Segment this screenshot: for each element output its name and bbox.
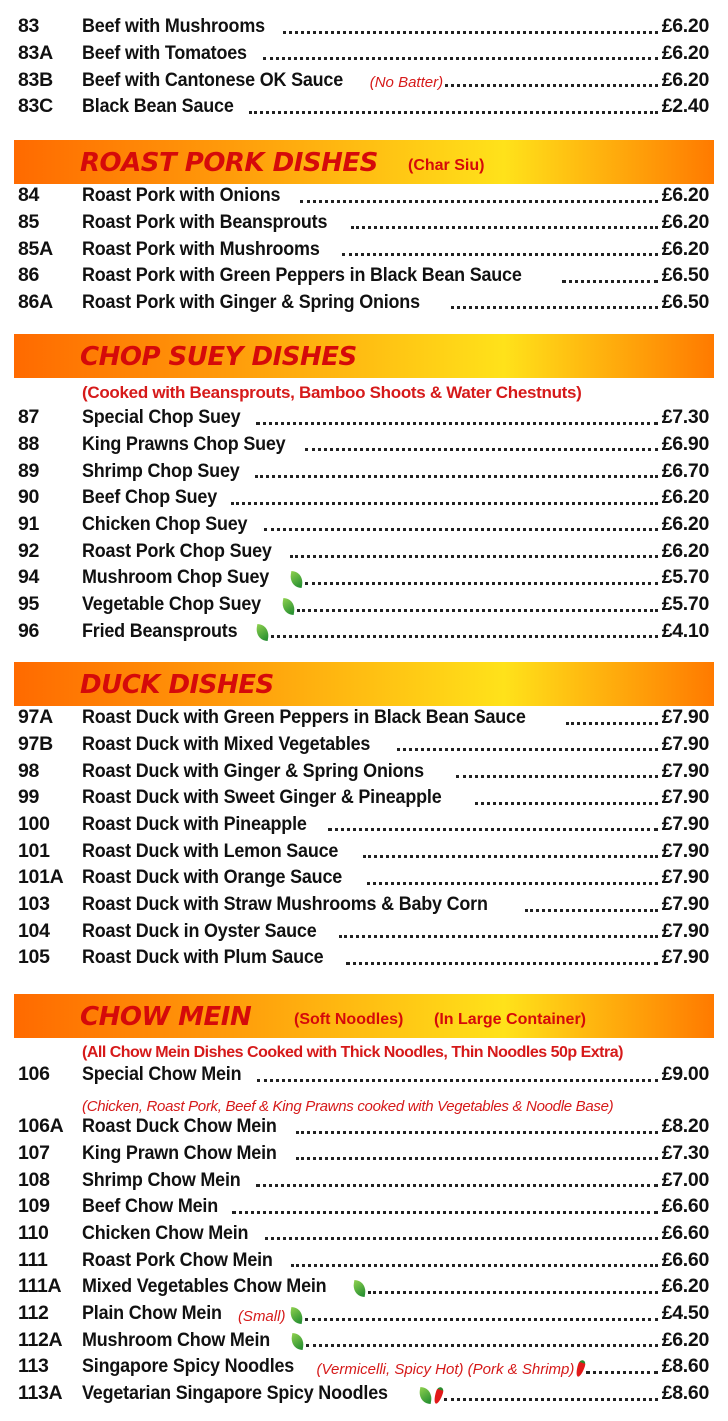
item-name: Chicken Chow Mein [82, 1221, 249, 1244]
leader-dots [256, 422, 658, 425]
item-price: £7.90 [661, 812, 709, 835]
item-price: £6.90 [661, 432, 709, 455]
section-note: (Cooked with Beansprouts, Bamboo Shoots & Water Chestnuts) [82, 383, 582, 402]
section-title: DUCK DISHES [80, 670, 274, 700]
item-name: Roast Pork with Ginger & Spring Onions [82, 290, 420, 313]
item-number: 100 [18, 812, 50, 835]
item-price: £6.20 [661, 486, 709, 509]
menu-item [0, 919, 728, 946]
item-price: £8.60 [661, 1382, 709, 1405]
item-price: £7.90 [661, 786, 709, 809]
chow-mein-items [0, 1114, 728, 1408]
item-number: 86 [18, 264, 40, 287]
item-number: 105 [18, 946, 50, 969]
chow-mein-special [0, 1062, 728, 1089]
leader-dots [451, 306, 657, 309]
menu-item [0, 290, 728, 317]
section-banner-roast-pork [14, 140, 714, 184]
item-note: (Vermicelli, Spicy Hot) (Pork & Shrimp) [316, 1360, 575, 1378]
item-number: 109 [18, 1195, 50, 1218]
leader-dots [475, 802, 658, 805]
menu-item [0, 1328, 728, 1355]
menu-item [0, 236, 728, 263]
item-number: 91 [18, 512, 40, 535]
item-price: £6.20 [661, 539, 709, 562]
leader-dots [368, 1291, 658, 1294]
item-name: Roast Duck in Oyster Sauce [82, 919, 317, 942]
leader-dots [566, 722, 657, 725]
section-banner-chow-mein [14, 994, 714, 1038]
item-name: Roast Duck with Pineapple [82, 812, 307, 835]
item-number: 111A [18, 1275, 62, 1298]
item-price: £7.90 [661, 759, 709, 782]
item-name: Beef Chow Mein [82, 1195, 218, 1218]
item-price: £8.20 [661, 1115, 709, 1138]
duck-items [0, 705, 728, 972]
item-price: £4.10 [661, 619, 709, 642]
item-name: Roast Pork with Mushrooms [82, 237, 320, 260]
item-number: 85 [18, 210, 40, 233]
item-number: 106 [18, 1063, 50, 1086]
item-name: Roast Pork Chow Mein [82, 1248, 273, 1271]
menu-item [0, 210, 728, 237]
item-name: Shrimp Chow Mein [82, 1168, 241, 1191]
leader-dots [397, 748, 657, 751]
item-number: 87 [18, 406, 40, 429]
leader-dots [297, 609, 658, 612]
menu-item [0, 565, 728, 592]
item-name: Roast Pork Chop Suey [82, 539, 272, 562]
item-price: £7.90 [661, 946, 709, 969]
menu-item [0, 1114, 728, 1141]
item-number: 94 [18, 566, 40, 589]
chili-icon [575, 1359, 587, 1377]
item-name: Plain Chow Mein [82, 1302, 222, 1324]
item-number: 112 [18, 1302, 49, 1324]
item-number: 83B [18, 68, 53, 91]
item-price: £6.50 [661, 264, 709, 287]
leader-dots [328, 828, 657, 831]
menu-item [0, 732, 728, 759]
item-price: £6.20 [661, 512, 709, 535]
item-name: Beef Chop Suey [82, 486, 217, 509]
item-price: £6.50 [661, 290, 709, 313]
leaf-icon [351, 1280, 366, 1297]
menu-item [0, 432, 728, 459]
menu-item [0, 485, 728, 512]
item-description: (Chicken, Roast Pork, Beef & King Prawns cooked with Vegetables & Noodle Base) [82, 1098, 614, 1115]
leader-dots [367, 882, 658, 885]
section-banner-chop-suey [14, 334, 714, 378]
menu-item [0, 458, 728, 485]
menu-item [0, 1354, 728, 1381]
item-price: £6.60 [661, 1221, 709, 1244]
leaf-icon [290, 1333, 305, 1350]
item-name: Special Chop Suey [82, 406, 241, 429]
menu-item [0, 538, 728, 565]
item-number: 84 [18, 184, 40, 207]
leader-dots [346, 962, 657, 965]
menu-item [0, 41, 728, 68]
menu-item [0, 1247, 728, 1274]
leaf-icon [255, 624, 270, 641]
leader-dots [445, 84, 658, 87]
item-name: Fried Beansprouts [82, 619, 238, 642]
item-number: 85A [18, 237, 53, 260]
leader-dots [305, 582, 657, 585]
item-name: Roast Duck with Lemon Sauce [82, 839, 339, 862]
item-price: £9.00 [661, 1063, 709, 1086]
item-price: £6.60 [661, 1195, 709, 1218]
leader-dots [296, 1131, 658, 1134]
item-name: Vegetable Chop Suey [82, 593, 261, 615]
item-name: Shrimp Chop Suey [82, 459, 240, 482]
item-name: Roast Duck with Plum Sauce [82, 946, 324, 969]
item-number: 108 [18, 1168, 50, 1191]
item-name: Roast Duck with Green Peppers in Black Bean Sauce [82, 706, 526, 729]
item-price: £6.70 [661, 459, 709, 482]
section-subtitle: (Soft Noodles) [294, 1011, 404, 1028]
leader-dots [249, 111, 658, 114]
item-price: £6.20 [661, 68, 709, 91]
leader-dots [232, 1211, 658, 1214]
item-price: £5.70 [661, 593, 709, 615]
menu-item [0, 1301, 728, 1328]
item-price: £8.60 [661, 1355, 709, 1378]
leader-dots [255, 475, 657, 478]
item-number: 112A [18, 1328, 63, 1351]
item-name: Roast Duck with Ginger & Spring Onions [82, 759, 424, 782]
item-number: 113 [18, 1355, 49, 1378]
item-number: 101 [18, 839, 50, 862]
item-price: £7.30 [661, 1141, 709, 1164]
item-price: £7.90 [661, 919, 709, 942]
menu-item [0, 183, 728, 210]
item-note: (No Batter) [369, 74, 444, 92]
item-number: 86A [18, 290, 53, 313]
item-name: King Prawn Chow Mein [82, 1141, 277, 1164]
item-price: £6.20 [661, 15, 709, 38]
item-number: 101A [18, 866, 64, 889]
item-number: 95 [18, 593, 40, 615]
section-title: CHOP SUEY DISHES [80, 342, 357, 372]
item-number: 97A [18, 706, 53, 729]
item-name: Roast Duck with Mixed Vegetables [82, 732, 371, 755]
leader-dots [296, 1157, 658, 1160]
leader-dots [305, 448, 658, 451]
item-price: £4.50 [661, 1302, 709, 1324]
leader-dots [306, 1344, 657, 1347]
leader-dots [562, 280, 658, 283]
leader-dots [351, 226, 658, 229]
item-price: £6.20 [661, 210, 709, 233]
menu-item [0, 67, 728, 94]
menu-item [0, 1381, 728, 1408]
menu-item [0, 892, 728, 919]
leader-dots [263, 57, 658, 60]
menu-item [0, 705, 728, 732]
item-number: 83A [18, 41, 53, 64]
item-note: (Small) [237, 1307, 286, 1325]
item-number: 88 [18, 432, 40, 455]
item-number: 111 [18, 1248, 48, 1271]
item-name: Roast Duck with Sweet Ginger & Pineapple [82, 786, 442, 809]
menu-item [0, 1194, 728, 1221]
leader-dots [290, 555, 657, 558]
leader-dots [257, 1079, 657, 1082]
menu-item [0, 812, 728, 839]
item-number: 90 [18, 486, 40, 509]
menu-item [0, 865, 728, 892]
item-name: Mushroom Chop Suey [82, 566, 270, 589]
leader-dots [291, 1264, 657, 1267]
section-subtitle: (Char Siu) [408, 157, 485, 174]
menu-item [0, 945, 728, 972]
leader-dots [271, 635, 658, 638]
item-number: 97B [18, 732, 53, 755]
leaf-icon [289, 1306, 304, 1323]
item-name: Roast Pork with Beansprouts [82, 210, 328, 233]
section-note: (All Chow Mein Dishes Cooked with Thick Noodles, Thin Noodles 50p Extra) [82, 1044, 623, 1061]
leaf-icon [280, 597, 295, 614]
item-name: Mixed Vegetables Chow Mein [82, 1275, 327, 1298]
leader-dots [300, 200, 658, 203]
section-banner-duck [14, 662, 714, 706]
menu-item [0, 785, 728, 812]
item-name: Mushroom Chow Mein [82, 1328, 271, 1351]
item-name: Roast Duck with Straw Mushrooms & Baby Corn [82, 893, 488, 915]
leader-dots [342, 253, 657, 256]
item-price: £7.30 [661, 406, 709, 429]
section-title: ROAST PORK DISHES [80, 148, 378, 178]
item-name: Special Chow Mein [82, 1063, 242, 1086]
leader-dots [586, 1371, 657, 1374]
menu-item [0, 94, 728, 121]
item-price: £6.20 [661, 237, 709, 260]
item-name: Singapore Spicy Noodles [82, 1355, 295, 1378]
chop-suey-items [0, 405, 728, 645]
item-price: £6.20 [661, 1328, 709, 1351]
item-price: £2.40 [661, 95, 709, 118]
item-number: 83C [18, 95, 53, 118]
menu-item [0, 405, 728, 432]
menu-item [0, 1167, 728, 1194]
leader-dots [525, 909, 658, 912]
menu-item [0, 592, 728, 619]
leader-dots [363, 855, 658, 858]
section-title: CHOW MEIN [80, 1002, 252, 1032]
leader-dots [264, 528, 658, 531]
item-name: Black Bean Sauce [82, 95, 234, 118]
item-name: King Prawns Chop Suey [82, 432, 286, 455]
leader-dots [265, 1237, 658, 1240]
leader-dots [283, 31, 658, 34]
leader-dots [305, 1318, 657, 1321]
item-price: £7.90 [661, 866, 709, 889]
item-number: 107 [18, 1141, 50, 1164]
item-price: £7.90 [661, 732, 709, 755]
item-number: 99 [18, 786, 40, 809]
chili-icon [433, 1386, 445, 1404]
menu-item [0, 758, 728, 785]
item-name: Beef with Mushrooms [82, 15, 265, 38]
menu-item [0, 263, 728, 290]
item-number: 113A [18, 1382, 63, 1405]
item-name: Vegetarian Singapore Spicy Noodles [82, 1382, 388, 1405]
item-number: 98 [18, 759, 40, 782]
item-number: 96 [18, 619, 40, 642]
top-items [0, 14, 728, 121]
item-price: £6.20 [661, 1275, 709, 1298]
item-price: £6.20 [661, 41, 709, 64]
menu-item [0, 1274, 728, 1301]
item-name: Beef with Tomatoes [82, 41, 247, 64]
menu-item [0, 838, 728, 865]
item-price: £6.60 [661, 1248, 709, 1271]
item-name: Beef with Cantonese OK Sauce [82, 68, 344, 91]
section-subtitle: (In Large Container) [434, 1011, 587, 1028]
item-number: 110 [18, 1221, 49, 1244]
item-number: 83 [18, 15, 40, 38]
menu-item [0, 512, 728, 539]
item-number: 106A [18, 1115, 64, 1138]
leaf-icon [418, 1387, 433, 1404]
leader-dots [256, 1184, 657, 1187]
item-number: 103 [18, 893, 50, 915]
item-number: 104 [18, 919, 50, 942]
roast-pork-items [0, 183, 728, 316]
item-price: £7.90 [661, 839, 709, 862]
item-number: 89 [18, 459, 40, 482]
leaf-icon [289, 571, 304, 588]
menu-item [0, 1141, 728, 1168]
item-name: Roast Pork with Onions [82, 184, 281, 207]
menu-item [0, 1221, 728, 1248]
leader-dots [444, 1398, 657, 1401]
item-price: £6.20 [661, 184, 709, 207]
leader-dots [456, 775, 658, 778]
leader-dots [339, 935, 658, 938]
item-name: Roast Pork with Green Peppers in Black Bean Sauce [82, 264, 522, 287]
item-name: Roast Duck Chow Mein [82, 1115, 277, 1138]
menu-item [0, 619, 728, 646]
menu-item [0, 14, 728, 41]
item-price: £5.70 [661, 566, 709, 589]
item-name: Chicken Chop Suey [82, 512, 248, 535]
item-price: £7.90 [661, 893, 709, 915]
item-name: Roast Duck with Orange Sauce [82, 866, 343, 889]
item-price: £7.00 [661, 1168, 709, 1191]
menu-item [0, 1062, 728, 1089]
item-price: £7.90 [661, 706, 709, 729]
leader-dots [231, 502, 658, 505]
item-number: 92 [18, 539, 40, 562]
